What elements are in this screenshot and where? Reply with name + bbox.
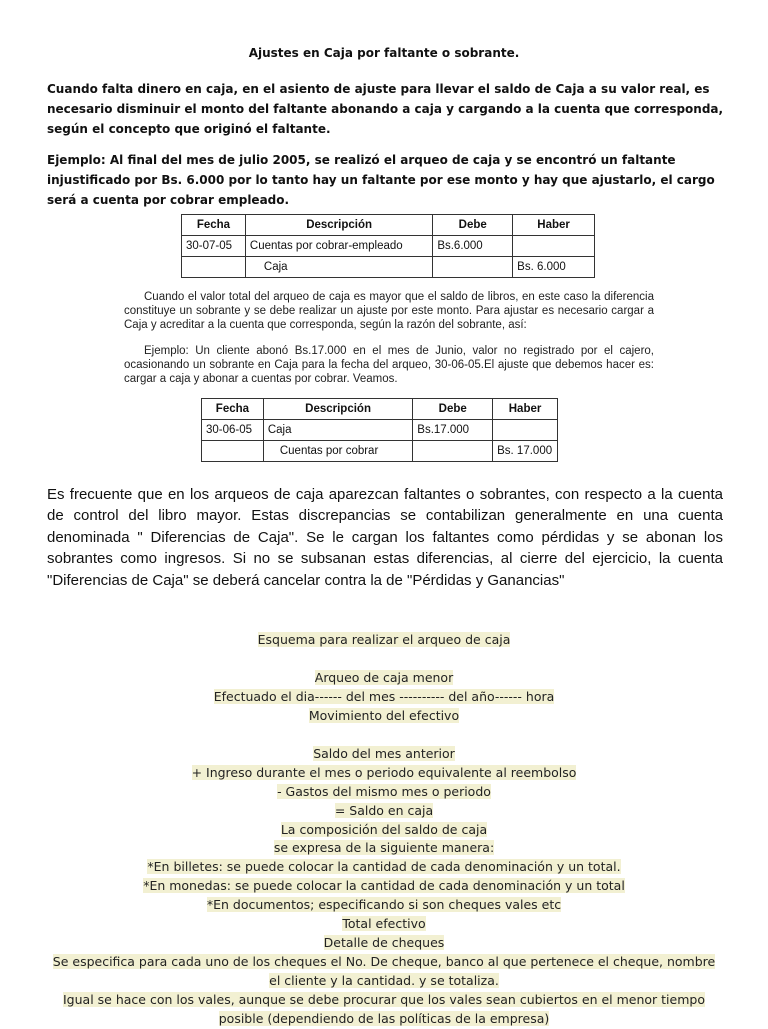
cell-fecha: 30-06-05 <box>202 420 264 441</box>
scheme-line: el cliente y la cantidad. y se totaliza. <box>269 973 499 989</box>
scheme-line: *En documentos; especificando si son cheques vales etc <box>206 897 562 913</box>
scheme-line: Efectuado el dia------ del mes ---------- del año------ hora <box>213 688 555 704</box>
header-fecha: Fecha <box>182 215 246 236</box>
arqueo-scheme <box>40 631 728 1029</box>
scheme-line: + Ingreso durante el mes o periodo equivalente al reembolso <box>191 764 577 780</box>
journal-table-faltante <box>181 214 595 278</box>
cell-descripcion: Cuentas por cobrar <box>263 441 412 462</box>
cell-fecha <box>182 257 246 278</box>
scheme-line: La composición del saldo de caja <box>280 821 488 837</box>
cell-haber: Bs. 17.000 <box>493 441 558 462</box>
cell-fecha: 30-07-05 <box>182 236 246 257</box>
example1-paragraph: Ejemplo: Al final del mes de julio 2005, se realizó el arqueo de caja y se encontró un faltante injustificado por Bs. 6.000 por lo tanto hay un faltante por ese monto y hay que ajustarlo, el cargo será a cuenta por cobrar empleado. <box>47 153 715 207</box>
scheme-line: Total efectivo <box>342 916 426 932</box>
cell-haber <box>493 420 558 441</box>
header-descripcion: Descripción <box>263 399 412 420</box>
header-descripcion: Descripción <box>245 215 432 236</box>
scheme-line: = Saldo en caja <box>334 802 434 818</box>
scheme-line: *En billetes: se puede colocar la cantidad de cada denominación y un total. <box>147 859 621 875</box>
scheme-heading: Esquema para realizar el arqueo de caja <box>257 632 511 647</box>
table-row <box>182 236 595 257</box>
header-debe: Debe <box>433 215 513 236</box>
header-debe: Debe <box>413 399 493 420</box>
cell-descripcion: Cuentas por cobrar-empleado <box>245 236 432 257</box>
page-title: Ajustes en Caja por faltante o sobrante. <box>248 46 520 60</box>
scheme-line: Saldo del mes anterior <box>313 745 455 761</box>
scheme-line: - Gastos del mismo mes o periodo <box>277 783 491 799</box>
table-header-row <box>182 215 595 236</box>
cell-fecha <box>202 441 264 462</box>
scheme-line: Se especifica para cada uno de los cheques el No. De cheque, banco al que pertenece el cheque, nombre <box>52 954 716 970</box>
cell-haber <box>513 236 595 257</box>
diferencias-paragraph: Es frecuente que en los arqueos de caja aparezcan faltantes o sobrantes, con respecto a la cuenta de control del libro mayor. Estas discrepancias se contabilizan generalmente en una cuenta denominada " Diferencias de Caja". Se le cargan los faltantes como pérdidas y se abonan los sobrantes como ingresos. Si no se subsanan estas diferencias, al cierre del ejercicio, la cuenta "Diferencias de Caja" se deberá cancelar contra la de "Pérdidas y Ganancias" <box>47 486 723 589</box>
sobrante-paragraph: Cuando el valor total del arqueo de caja es mayor que el saldo de libros, en este caso la diferencia constituye un sobrante y se debe realizar un ajuste por este monto. Para ajustar es necesario cargar a Caja y acreditar a la cuenta que corresponda, según la razón del sobrante, así: <box>124 291 654 331</box>
scheme-line: Movimiento del efectivo <box>308 707 460 723</box>
header-haber: Haber <box>513 215 595 236</box>
scheme-line: posible (dependiendo de las políticas de la empresa) <box>218 1011 550 1027</box>
header-haber: Haber <box>493 399 558 420</box>
scheme-line: se expresa de la siguiente manera: <box>273 840 495 856</box>
scheme-line: Detalle de cheques <box>323 935 445 951</box>
cell-debe <box>433 257 513 278</box>
scheme-line: Arqueo de caja menor <box>314 669 454 685</box>
table-row <box>202 441 558 462</box>
cell-debe <box>413 441 493 462</box>
cell-haber: Bs. 6.000 <box>513 257 595 278</box>
table-header-row <box>202 399 558 420</box>
scheme-line: Igual se hace con los vales, aunque se debe procurar que los vales sean cubiertos en el menor tiempo <box>63 992 705 1008</box>
cell-descripcion: Caja <box>263 420 412 441</box>
intro-paragraph: Cuando falta dinero en caja, en el asiento de ajuste para llevar el saldo de Caja a su valor real, es necesario disminuir el monto del faltante abonando a caja y cargando a la cuenta que corresponda, según el concepto que originó el faltante. <box>47 82 724 136</box>
scheme-line: *En monedas: se puede colocar la cantidad de cada denominación y un total <box>143 878 625 894</box>
journal-table-sobrante <box>201 398 558 462</box>
cell-debe: Bs.17.000 <box>413 420 493 441</box>
table-row <box>182 257 595 278</box>
table-row <box>202 420 558 441</box>
header-fecha: Fecha <box>202 399 264 420</box>
cell-descripcion: Caja <box>245 257 432 278</box>
example2-paragraph: Ejemplo: Un cliente abonó Bs.17.000 en el mes de Junio, valor no registrado por el cajero, ocasionando un sobrante en Caja para la fecha del arqueo, 30-06-05.El ajuste que debemos hacer es: cargar a caja y abonar a cuentas por cobrar. Veamos. <box>124 345 654 385</box>
cell-debe: Bs.6.000 <box>433 236 513 257</box>
